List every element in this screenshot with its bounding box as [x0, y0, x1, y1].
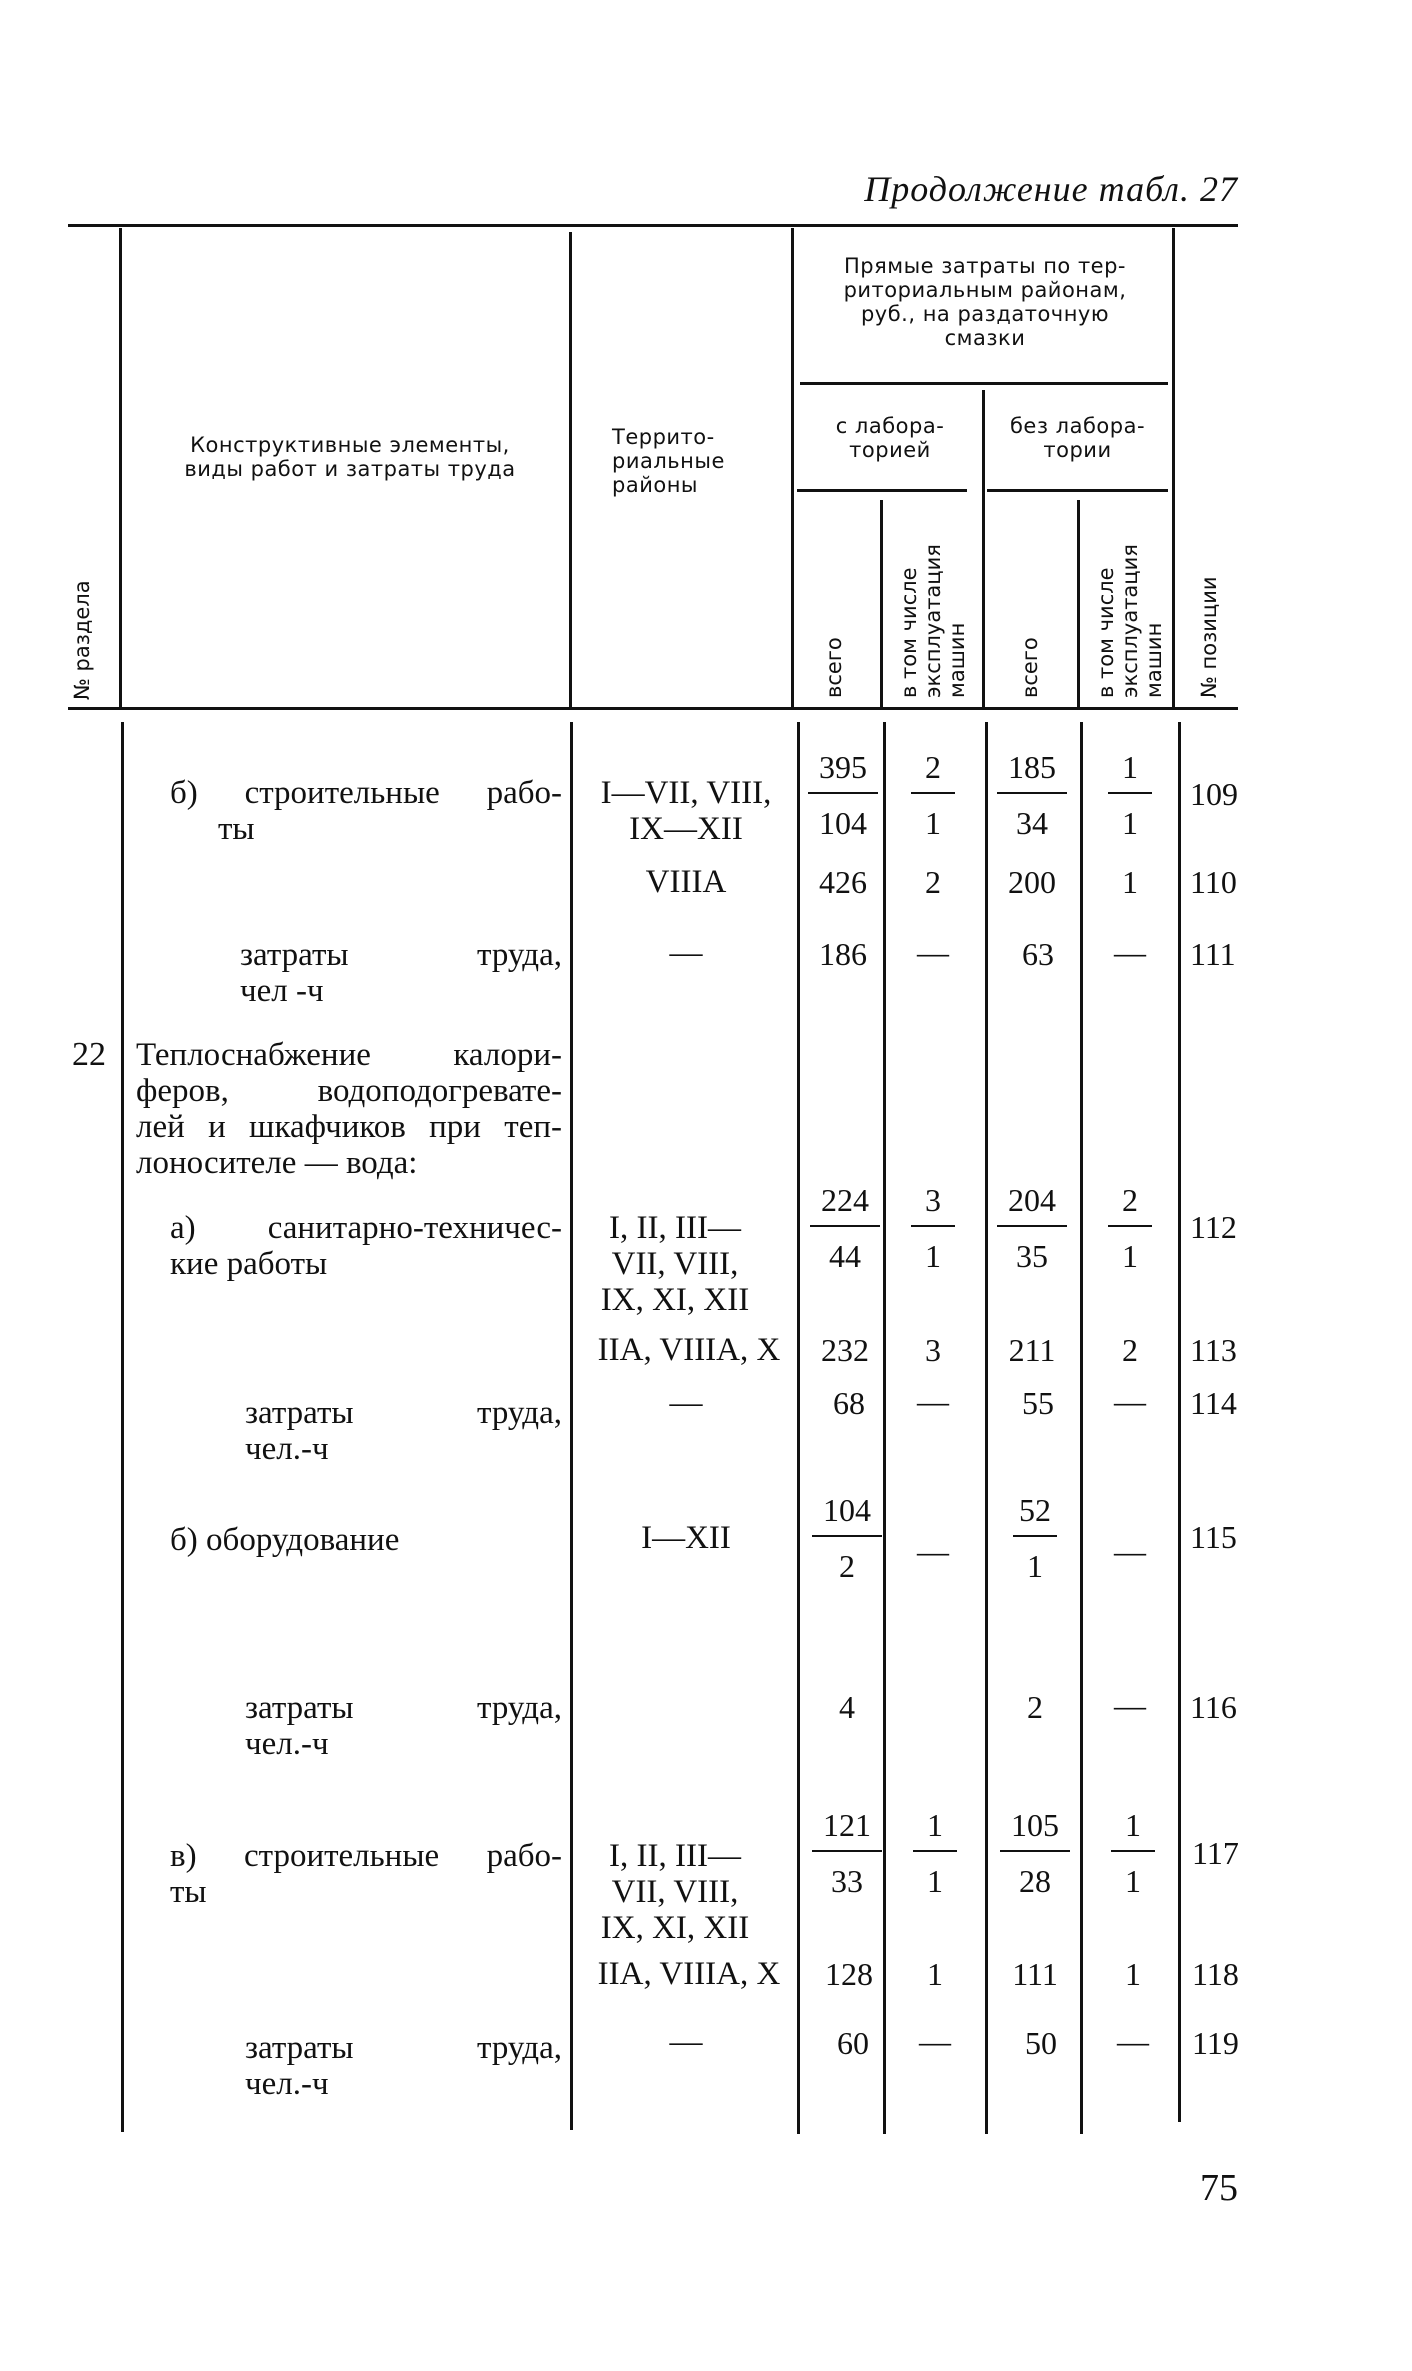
row-115-with-lab-machines: — — [917, 1533, 949, 1569]
row-116-without-lab-machines: — — [1114, 1687, 1146, 1723]
row-117-territory: I, II, III— VII, VIII, IX, XI, XII — [600, 1838, 750, 1946]
row-119-position: 119 — [1192, 2025, 1239, 2061]
row-112-without-lab-machines: $\frac{2}{1}$ — [1085, 1183, 1175, 1273]
row-112-position: 112 — [1190, 1209, 1237, 1245]
row-115-with-lab-total: $\frac{104}{2}$ — [812, 1493, 882, 1583]
row-109-label: б) строительные рабо- ты — [170, 775, 562, 847]
row-117-without-lab-total: $\frac{105}{28}$ — [1000, 1808, 1070, 1898]
row-116-position: 116 — [1190, 1689, 1237, 1725]
row-110-without-lab-machines: 1 — [1122, 864, 1138, 900]
row-114-with-lab-total: 68 — [833, 1385, 865, 1421]
row-114-position: 114 — [1190, 1385, 1237, 1421]
row-118-without-lab-machines: 1 — [1125, 1956, 1141, 1992]
col-divider-without-lab-total — [1077, 500, 1080, 708]
body-divider-elements — [570, 722, 573, 2130]
header-with-lab-total: всего — [822, 637, 846, 698]
row-114-label: затраты труда, чел.-ч — [245, 1395, 562, 1467]
row-114-without-lab-machines: — — [1114, 1383, 1146, 1419]
row-109-with-lab-total: $\frac{395}{104}$ — [808, 750, 878, 840]
without-lab-rule — [987, 489, 1168, 492]
row-113-territory: IIA, VIIIA, X — [597, 1332, 781, 1368]
row-118-territory: IIA, VIIIA, X — [597, 1956, 781, 1992]
row-118-with-lab-machines: 1 — [927, 1956, 943, 1992]
row-117-label: в) строительные рабо- ты — [170, 1838, 562, 1910]
row-115-without-lab-total: $\frac{52}{1}$ — [1000, 1493, 1070, 1583]
header-position-no: № позиции — [1197, 576, 1221, 698]
row-116-without-lab-total: 2 — [1027, 1689, 1043, 1725]
row-116-label: затраты труда, чел.-ч — [245, 1690, 562, 1762]
header-elements: Конструктивные элементы, виды работ и затраты труда — [184, 433, 516, 481]
row-119-with-lab-machines: — — [919, 2023, 951, 2059]
row-113-position: 113 — [1190, 1332, 1237, 1368]
row-112-label: а) санитарно-техничес- кие работы — [170, 1210, 562, 1282]
row-113-without-lab-total: 211 — [1008, 1332, 1056, 1368]
section-22-title: Теплоснабжение калори- феров, водоподогревате- лей и шкафчиков при теп- лоносителе — вода: — [136, 1037, 562, 1181]
body-divider-section — [121, 722, 124, 2132]
table-top-rule — [68, 224, 1238, 227]
row-117-position: 117 — [1192, 1835, 1239, 1871]
header-direct-costs: Прямые затраты по тер- риториальным районам, руб., на раздаточную смазки — [843, 254, 1127, 350]
row-110-territory: VIIIA — [645, 864, 727, 900]
section-22-number: 22 — [72, 1036, 106, 1073]
body-divider-with-lab-total — [883, 722, 886, 2134]
row-117-with-lab-machines: $\frac{1}{1}$ — [891, 1808, 979, 1898]
body-divider-labs — [985, 722, 988, 2134]
row-115-position: 115 — [1190, 1519, 1237, 1555]
row-110-position: 110 — [1190, 864, 1237, 900]
row-119-label: затраты труда, чел.-ч — [245, 2030, 562, 2102]
row-114-without-lab-total: 55 — [1022, 1385, 1054, 1421]
row-112-without-lab-total: $\frac{204}{35}$ — [997, 1183, 1067, 1273]
row-119-with-lab-total: 60 — [837, 2025, 869, 2061]
direct-costs-rule — [800, 382, 1168, 385]
row-112-with-lab-total: $\frac{224}{44}$ — [810, 1183, 880, 1273]
row-119-without-lab-total: 50 — [1025, 2025, 1057, 2061]
row-117-without-lab-machines: $\frac{1}{1}$ — [1088, 1808, 1178, 1898]
header-section-no: № раздела — [70, 580, 94, 700]
row-115-without-lab-machines: — — [1114, 1533, 1146, 1569]
row-111-without-lab-machines: — — [1114, 934, 1146, 970]
header-without-lab: без лабора- тории — [1009, 414, 1146, 462]
row-119-territory: — — [669, 2024, 703, 2060]
row-115-label: б) оборудование — [170, 1522, 400, 1558]
row-117-with-lab-total: $\frac{121}{33}$ — [812, 1808, 882, 1898]
row-109-without-lab-machines: $\frac{1}{1}$ — [1085, 750, 1175, 840]
row-110-without-lab-total: 200 — [1008, 864, 1056, 900]
row-116-with-lab-total: 4 — [839, 1689, 855, 1725]
row-112-with-lab-machines: $\frac{3}{1}$ — [889, 1183, 977, 1273]
row-115-territory: I—XII — [641, 1520, 731, 1556]
row-111-label: затраты труда, чел -ч — [240, 937, 562, 1009]
row-113-with-lab-total: 232 — [821, 1332, 869, 1368]
row-109-position: 109 — [1190, 776, 1238, 812]
row-113-without-lab-machines: 2 — [1122, 1332, 1138, 1368]
col-divider-territories — [791, 228, 794, 708]
header-with-lab: с лабора- торией — [835, 414, 945, 462]
body-divider-costs — [1178, 722, 1181, 2122]
row-111-territory: — — [669, 935, 703, 971]
page-number: 75 — [1200, 2167, 1238, 2209]
col-divider-section — [119, 228, 122, 708]
row-114-territory: — — [669, 1385, 703, 1421]
row-111-without-lab-total: 63 — [1022, 936, 1054, 972]
row-110-with-lab-machines: 2 — [925, 864, 941, 900]
row-110-with-lab-total: 426 — [819, 864, 867, 900]
body-divider-territories — [797, 722, 800, 2134]
row-118-with-lab-total: 128 — [825, 1956, 873, 1992]
row-109-without-lab-total: $\frac{185}{34}$ — [997, 750, 1067, 840]
header-territories: Террито- риальные районы — [612, 425, 725, 497]
body-divider-without-lab-total — [1080, 722, 1083, 2134]
table-continuation-caption: Продолжение табл. 27 — [864, 169, 1238, 209]
with-lab-rule — [797, 489, 967, 492]
row-111-with-lab-machines: — — [917, 934, 949, 970]
row-109-territory: I—VII, VIII, IX—XII — [600, 775, 772, 847]
header-without-lab-machines: в том числе эксплуатация машин — [1094, 544, 1166, 698]
row-111-with-lab-total: 186 — [819, 936, 867, 972]
row-111-position: 111 — [1190, 936, 1236, 972]
header-without-lab-total: всего — [1018, 637, 1042, 698]
row-112-territory: I, II, III— VII, VIII, IX, XI, XII — [600, 1210, 750, 1318]
header-bottom-rule — [68, 707, 1238, 710]
row-113-with-lab-machines: 3 — [925, 1332, 941, 1368]
row-119-without-lab-machines: — — [1117, 2023, 1149, 2059]
col-divider-costs — [1172, 228, 1175, 708]
row-118-position: 118 — [1192, 1956, 1239, 1992]
row-109-with-lab-machines: $\frac{2}{1}$ — [889, 750, 977, 840]
row-114-with-lab-machines: — — [917, 1383, 949, 1419]
row-118-without-lab-total: 111 — [1012, 1956, 1058, 1992]
header-with-lab-machines: в том числе эксплуатация машин — [897, 544, 969, 698]
col-divider-with-lab-total — [880, 500, 883, 708]
